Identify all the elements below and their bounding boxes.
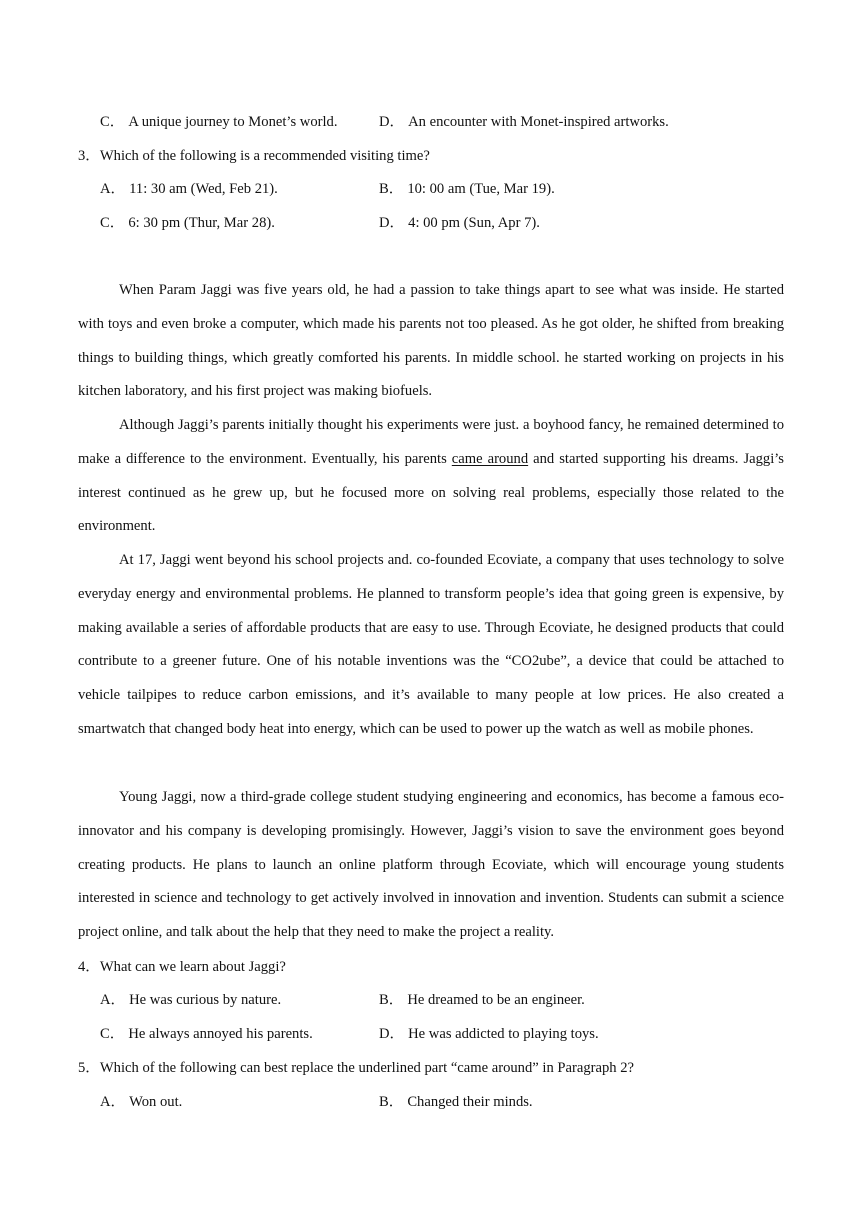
option-letter: B． xyxy=(379,1094,404,1110)
passage-paragraph-1: When Param Jaggi was five years old, he had a passion to take things apart to see what was inside. He started with toys and even broke a computer, which made his parents not too pleased. As he got older, he shifted from breaking things to building things, which greatly comforted his parents. In middle school. he started working on projects in his kitchen laboratory, and his first project was making biofuels. xyxy=(78,282,784,400)
q3-option-d xyxy=(379,214,540,232)
paragraph-text: and started supporting his dreams. Jaggi’s interest continued as he grew up, but he focused more on solving real problems, especially those related to the environment. xyxy=(78,450,784,535)
question-text: Which of the following can best replace the underlined part “came around” in Paragraph 2? xyxy=(99,1060,634,1076)
underlined-phrase: came around xyxy=(451,450,529,467)
option-text: He was curious by nature. xyxy=(129,992,282,1008)
option-text: 4: 00 pm (Sun, Apr 7). xyxy=(408,215,540,231)
passage-paragraph-4: Young Jaggi, now a third-grade college student studying engineering and economics, has become a famous eco-innovator and his company is developing promisingly. However, Jaggi’s vision to save the environment goes beyond creating products. He plans to launch an online platform through Ecoviate, which will encourage young students interested in science and technology to get actively involved in innovation and invention. Students can submit a science project online, and talk about the help that they need to make the project a reality. xyxy=(78,789,784,941)
option-letter: D． xyxy=(379,114,405,130)
question-number: 4． xyxy=(78,959,100,975)
q5-stem xyxy=(78,1059,634,1077)
option-text: He was addicted to playing toys. xyxy=(408,1026,599,1042)
q4-stem xyxy=(78,958,286,976)
option-letter: A． xyxy=(100,181,126,197)
q3-option-c xyxy=(100,214,275,232)
q5-option-b xyxy=(379,1093,533,1111)
option-letter: B． xyxy=(379,992,404,1008)
option-letter: C． xyxy=(100,114,125,130)
option-letter: C． xyxy=(100,215,125,231)
q4-option-b xyxy=(379,991,585,1009)
option-letter: B． xyxy=(379,181,404,197)
q5-option-a xyxy=(100,1093,182,1111)
option-text: Changed their minds. xyxy=(407,1094,533,1110)
option-letter: C． xyxy=(100,1026,125,1042)
option-text: 6: 30 pm (Thur, Mar 28). xyxy=(128,215,275,231)
option-letter: D． xyxy=(379,215,405,231)
q2-option-c xyxy=(100,113,338,131)
option-text: 10: 00 am (Tue, Mar 19). xyxy=(407,181,555,197)
q3-option-b xyxy=(379,180,555,198)
question-number: 3． xyxy=(78,148,100,164)
passage-paragraph-2 xyxy=(78,409,784,544)
q2-option-d xyxy=(379,113,669,131)
paragraph-text: Although Jaggi’s parents initially thought his experiments were just. a boyhood fancy, he remained determined to make a difference to the environment. Eventually, his parents xyxy=(78,417,784,467)
q4-option-d xyxy=(379,1025,599,1043)
option-text: He dreamed to be an engineer. xyxy=(407,992,585,1008)
passage-paragraph-3: At 17, Jaggi went beyond his school projects and. co-founded Ecoviate, a company that uses technology to solve everyday energy and environmental problems. He planned to transform people’s idea that going green is expensive, by making available a series of affordable products that are easy to use. Through Ecoviate, he designed products that could contribute to a greener future. One of his notable inventions was the “CO2ube”, a device that could be attached to vehicle tailpipes to reduce carbon emissions, and it’s available to many people at low prices. He also created a smartwatch that changed body heat into energy, which can be used to power up the watch as well as mobile phones. xyxy=(78,552,784,737)
option-letter: D． xyxy=(379,1026,405,1042)
option-text: Won out. xyxy=(129,1094,183,1110)
option-text: An encounter with Monet-inspired artworks. xyxy=(408,114,669,130)
question-number: 5． xyxy=(78,1060,100,1076)
q3-option-a xyxy=(100,180,278,198)
option-text: 11: 30 am (Wed, Feb 21). xyxy=(129,181,278,197)
question-text: What can we learn about Jaggi? xyxy=(99,959,286,975)
option-text: A unique journey to Monet’s world. xyxy=(128,114,338,130)
q4-option-c xyxy=(100,1025,313,1043)
option-letter: A． xyxy=(100,1094,126,1110)
option-letter: A． xyxy=(100,992,126,1008)
option-text: He always annoyed his parents. xyxy=(128,1026,313,1042)
q3-stem xyxy=(78,147,430,165)
question-text: Which of the following is a recommended visiting time? xyxy=(99,148,430,164)
q4-option-a xyxy=(100,991,281,1009)
